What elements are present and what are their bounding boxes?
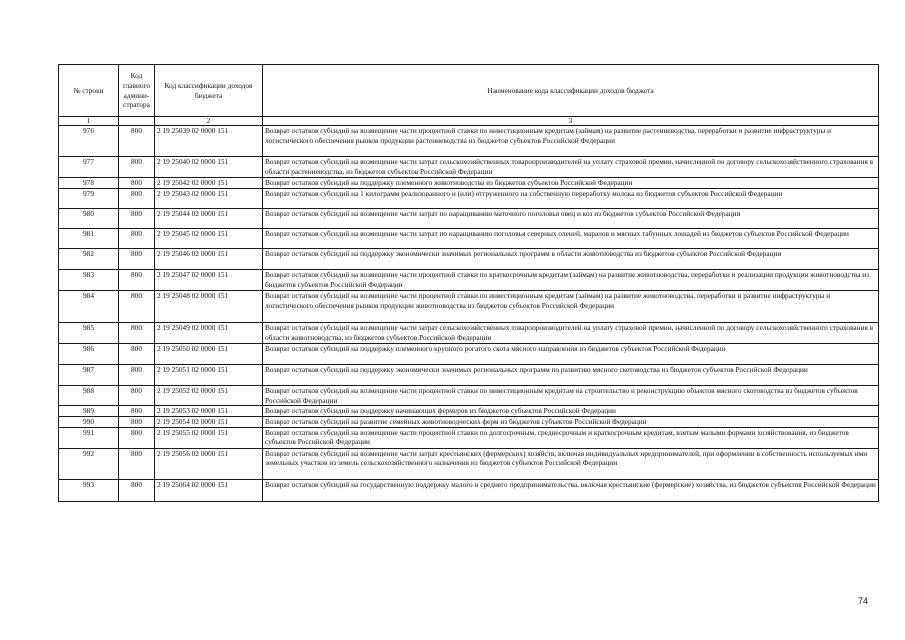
admin-code-cell: 800 [119,416,155,427]
admin-code-cell: 800 [119,249,155,270]
classification-name-cell: Возврат остатков субсидий на поддержку экономически значимых региональных программ в области животноводства из бюджетов субъектов Российской Федерации [263,249,879,270]
row-number-cell: 979 [59,189,119,209]
table-row [59,178,879,189]
classification-code-cell: 2 19 25045 02 0000 151 [155,229,263,249]
classification-code-cell: 2 19 25055 02 0000 151 [155,427,263,448]
table-body [59,126,879,502]
classification-code-cell: 2 19 25064 02 0000 151 [155,479,263,501]
classification-code-cell: 2 19 25048 02 0000 151 [155,291,263,323]
classification-name-cell: Возврат остатков субсидий на поддержку племенного крупного рогатого скота мясного направления из бюджетов субъектов Российской Федерации [263,344,879,365]
table-row [59,427,879,448]
table-row [59,249,879,270]
header-row-number: № строки [59,65,119,117]
admin-code-cell: 800 [119,209,155,229]
row-number-cell: 977 [59,157,119,178]
admin-code-cell: 800 [119,291,155,323]
classification-code-cell: 2 19 25042 02 0000 151 [155,178,263,189]
table-row [59,126,879,157]
classification-name-cell: Возврат остатков субсидий на государственную поддержку малого и среднего предпринимательства, включая крестьянские (фермерские) хозяйства, из бюджетов субъектов Российской Федерации [263,479,879,501]
admin-code-cell: 800 [119,126,155,157]
row-number-cell: 989 [59,406,119,417]
classification-code-cell: 2 19 25050 02 0000 151 [155,344,263,365]
row-number-cell: 976 [59,126,119,157]
classification-name-cell: Возврат остатков субсидий на возмещение части процентной ставки по краткосрочным кредитам (займам) на развитие животноводства, переработки и реализации продукции животноводства из бюджетов субъектов Российской Федерации [263,270,879,291]
table-row [59,386,879,406]
column-index-3: 3 [263,117,879,126]
row-number-cell: 978 [59,178,119,189]
budget-classification-table [58,64,879,502]
column-index-2: 2 [155,117,263,126]
admin-code-cell: 800 [119,189,155,209]
classification-code-cell: 2 19 25054 02 0000 151 [155,416,263,427]
page-number: 74 [858,596,869,606]
classification-code-cell: 2 19 25056 02 0000 151 [155,448,263,479]
classification-name-cell: Возврат остатков субсидий на возмещение части затрат крестьянских (фермерских) хозяйств, включая индивидуальных предпринимателей, при оформлении в собственность используемых ими земельных участков из земель сельскохозяйственного назначения из бюджетов субъектов Российской Федерации [263,448,879,479]
admin-code-cell: 800 [119,178,155,189]
table-row [59,479,879,501]
row-number-cell: 986 [59,344,119,365]
table-row [59,365,879,386]
row-number-cell: 981 [59,229,119,249]
table-row [59,209,879,229]
admin-code-cell: 800 [119,270,155,291]
row-number-cell: 987 [59,365,119,386]
admin-code-cell: 800 [119,479,155,501]
row-number-cell: 993 [59,479,119,501]
admin-code-cell: 800 [119,386,155,406]
header-classification-code: Код классификации доходов бюджета [155,65,263,117]
row-number-cell: 988 [59,386,119,406]
classification-name-cell: Возврат остатков субсидий на 1 килограмм реализованного и (или) отгруженного на собственную переработку молока из бюджетов субъектов Российской Федерации [263,189,879,209]
row-number-cell: 990 [59,416,119,427]
row-number-cell: 980 [59,209,119,229]
classification-name-cell: Возврат остатков субсидий на развитие семейных животноводческих ферм из бюджетов субъектов Российской Федерации [263,416,879,427]
classification-name-cell: Возврат остатков субсидий на поддержку племенного животноводства из бюджетов субъектов Российской Федерации [263,178,879,189]
classification-code-cell: 2 19 25051 02 0000 151 [155,365,263,386]
table-row [59,448,879,479]
admin-code-cell: 800 [119,229,155,249]
row-number-cell: 991 [59,427,119,448]
admin-code-cell: 800 [119,427,155,448]
table-row [59,291,879,323]
classification-name-cell: Возврат остатков субсидий на возмещение части затрат по наращиванию поголовья северных оленей, маралов и мясных табунных лошадей из бюджетов субъектов Российской Федерации [263,229,879,249]
table-row [59,416,879,427]
admin-code-cell: 800 [119,323,155,344]
column-index-1: 1 [59,117,119,126]
classification-code-cell: 2 19 25052 02 0000 151 [155,386,263,406]
row-number-cell: 992 [59,448,119,479]
classification-name-cell: Возврат остатков субсидий на возмещение части процентной ставки по инвестиционным кредитам (займам) на развитие растениеводства, переработки и развитие инфраструктуры и логистического обеспечения рынков продукции растениеводства из бюджетов субъектов Российской Федерации [263,126,879,157]
admin-code-cell: 800 [119,365,155,386]
classification-name-cell: Возврат остатков субсидий на поддержку экономически значимых региональных программ по развитию мясного скотоводства из бюджетов субъектов Российской Федерации [263,365,879,386]
row-number-cell: 982 [59,249,119,270]
table-row [59,323,879,344]
admin-code-cell: 800 [119,344,155,365]
row-number-cell: 983 [59,270,119,291]
classification-code-cell: 2 19 25044 02 0000 151 [155,209,263,229]
classification-name-cell: Возврат остатков субсидий на возмещение части затрат сельскохозяйственных товаропроизводителей на уплату страховой премии, начисленной по договору сельскохозяйственного страхования в области растениеводства, из бюджетов субъектов Российской Федерации [263,157,879,178]
classification-name-cell: Возврат остатков субсидий на возмещение части процентной ставки по долгосрочным, среднесрочным и краткосрочным кредитам, взятым малыми формами хозяйствования, из бюджетов субъектов Российской Федерации [263,427,879,448]
table-row [59,157,879,178]
row-number-cell: 985 [59,323,119,344]
table-row [59,189,879,209]
admin-code-cell: 800 [119,406,155,417]
header-admin-code: Код главного админи-стратора [119,65,155,117]
classification-name-cell: Возврат остатков субсидий на поддержку начинающих фермеров из бюджетов субъектов Российской Федерации [263,406,879,417]
classification-name-cell: Возврат остатков субсидий на возмещение части затрат по наращиванию маточного поголовья овец и коз из бюджетов субъектов Российской Федерации [263,209,879,229]
admin-code-cell: 800 [119,448,155,479]
classification-code-cell: 2 19 25040 02 0000 151 [155,157,263,178]
classification-code-cell: 2 19 25046 02 0000 151 [155,249,263,270]
column-index-1b [119,117,155,126]
classification-name-cell: Возврат остатков субсидий на возмещение части затрат сельскохозяйственных товаропроизводителей на уплату страховой премии, начисленной по договору сельскохозяйственного страхования в области животноводства, из бюджетов субъектов Российской Федерации [263,323,879,344]
column-index-row [59,117,879,126]
row-number-cell: 984 [59,291,119,323]
classification-code-cell: 2 19 25053 02 0000 151 [155,406,263,417]
classification-code-cell: 2 19 25039 02 0000 151 [155,126,263,157]
classification-code-cell: 2 19 25049 02 0000 151 [155,323,263,344]
table-row [59,344,879,365]
table-row [59,406,879,417]
classification-name-cell: Возврат остатков субсидий на возмещение части процентной ставки по инвестиционным кредитам на строительство и реконструкцию объектов мясного скотоводства из бюджетов субъектов Российской Федерации [263,386,879,406]
table-row [59,229,879,249]
classification-code-cell: 2 19 25043 02 0000 151 [155,189,263,209]
classification-name-cell: Возврат остатков субсидий на возмещение части процентной ставки по инвестиционным кредитам (займам) на развитие животноводства, переработки и развитие инфраструктуры и логистического обеспечения рынков продукции животноводства из бюджетов субъектов Российской Федерации [263,291,879,323]
classification-code-cell: 2 19 25047 02 0000 151 [155,270,263,291]
table-header-row [59,65,879,117]
admin-code-cell: 800 [119,157,155,178]
header-classification-name: Наименование кода классификации доходов бюджета [263,65,879,117]
table-row [59,270,879,291]
